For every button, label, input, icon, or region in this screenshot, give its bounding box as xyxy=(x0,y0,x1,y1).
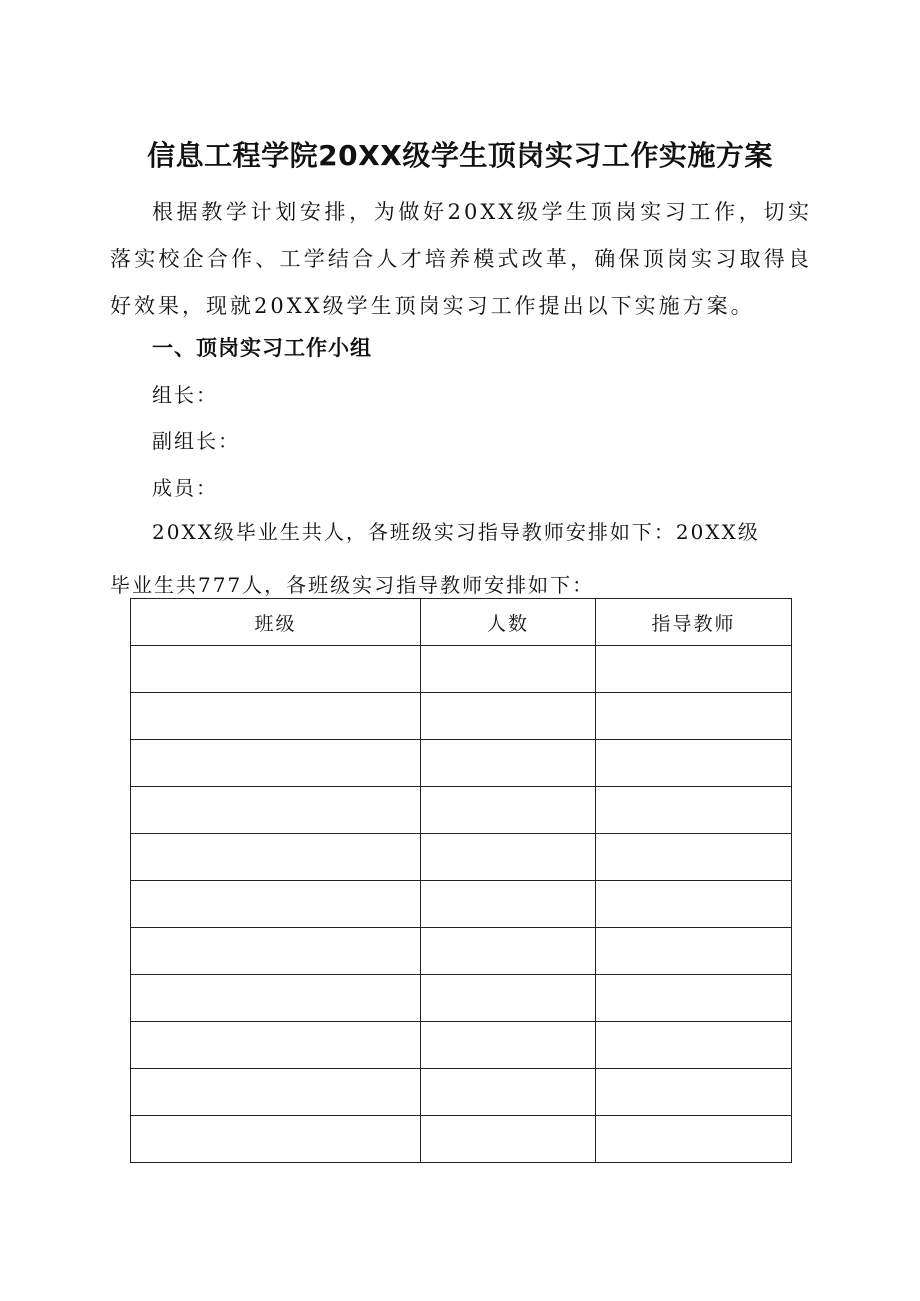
intro-paragraph: 根据教学计划安排，为做好20XX级学生顶岗实习工作，切实落实校企合作、工学结合人才培养模式改革，确保顶岗实习取得良好效果，现就20XX级学生顶岗实习工作提出以下实施方案。 xyxy=(110,200,812,318)
cell-advisor xyxy=(596,693,792,740)
cell-class xyxy=(131,693,421,740)
section-heading-work-group: 一、顶岗实习工作小组 xyxy=(152,336,372,360)
header-class: 班级 xyxy=(131,599,421,646)
table-row xyxy=(131,975,792,1022)
table-row xyxy=(131,646,792,693)
table-body xyxy=(131,646,792,1163)
cell-class xyxy=(131,1069,421,1116)
cell-count xyxy=(421,881,596,928)
table-row xyxy=(131,1022,792,1069)
cell-class xyxy=(131,787,421,834)
cell-count xyxy=(421,1116,596,1163)
table-header-row xyxy=(131,599,792,646)
cell-count xyxy=(421,646,596,693)
table-row xyxy=(131,1069,792,1116)
cell-class xyxy=(131,646,421,693)
document-title: 信息工程学院20XX级学生顶岗实习工作实施方案 xyxy=(147,139,773,172)
cell-count xyxy=(421,1069,596,1116)
cell-class xyxy=(131,1022,421,1069)
cell-class xyxy=(131,1116,421,1163)
cell-advisor xyxy=(596,928,792,975)
cell-advisor xyxy=(596,881,792,928)
cell-advisor xyxy=(596,975,792,1022)
table-row xyxy=(131,881,792,928)
table-row xyxy=(131,834,792,881)
students-line-2: 毕业生共777人，各班级实习指导教师安排如下： xyxy=(110,573,595,597)
table-row xyxy=(131,928,792,975)
cell-count xyxy=(421,693,596,740)
cell-count xyxy=(421,834,596,881)
header-count: 人数 xyxy=(421,599,596,646)
students-line-1: 20XX级毕业生共人，各班级实习指导教师安排如下：20XX级 xyxy=(152,520,760,544)
cell-count xyxy=(421,740,596,787)
cell-advisor xyxy=(596,787,792,834)
cell-advisor xyxy=(596,1022,792,1069)
cell-count xyxy=(421,1022,596,1069)
cell-advisor xyxy=(596,834,792,881)
members-label: 成员： xyxy=(152,476,218,500)
header-advisor: 指导教师 xyxy=(596,599,792,646)
table-row xyxy=(131,693,792,740)
advisor-table xyxy=(130,598,792,1163)
leader-label: 组长： xyxy=(152,383,218,407)
cell-advisor xyxy=(596,1069,792,1116)
deputy-leader-label: 副组长： xyxy=(152,429,240,453)
cell-class xyxy=(131,928,421,975)
cell-advisor xyxy=(596,740,792,787)
cell-advisor xyxy=(596,1116,792,1163)
table-row xyxy=(131,787,792,834)
cell-count xyxy=(421,975,596,1022)
cell-class xyxy=(131,975,421,1022)
table-row xyxy=(131,1116,792,1163)
cell-class xyxy=(131,834,421,881)
cell-class xyxy=(131,881,421,928)
cell-advisor xyxy=(596,646,792,693)
cell-count xyxy=(421,928,596,975)
table-row xyxy=(131,740,792,787)
cell-class xyxy=(131,740,421,787)
cell-count xyxy=(421,787,596,834)
